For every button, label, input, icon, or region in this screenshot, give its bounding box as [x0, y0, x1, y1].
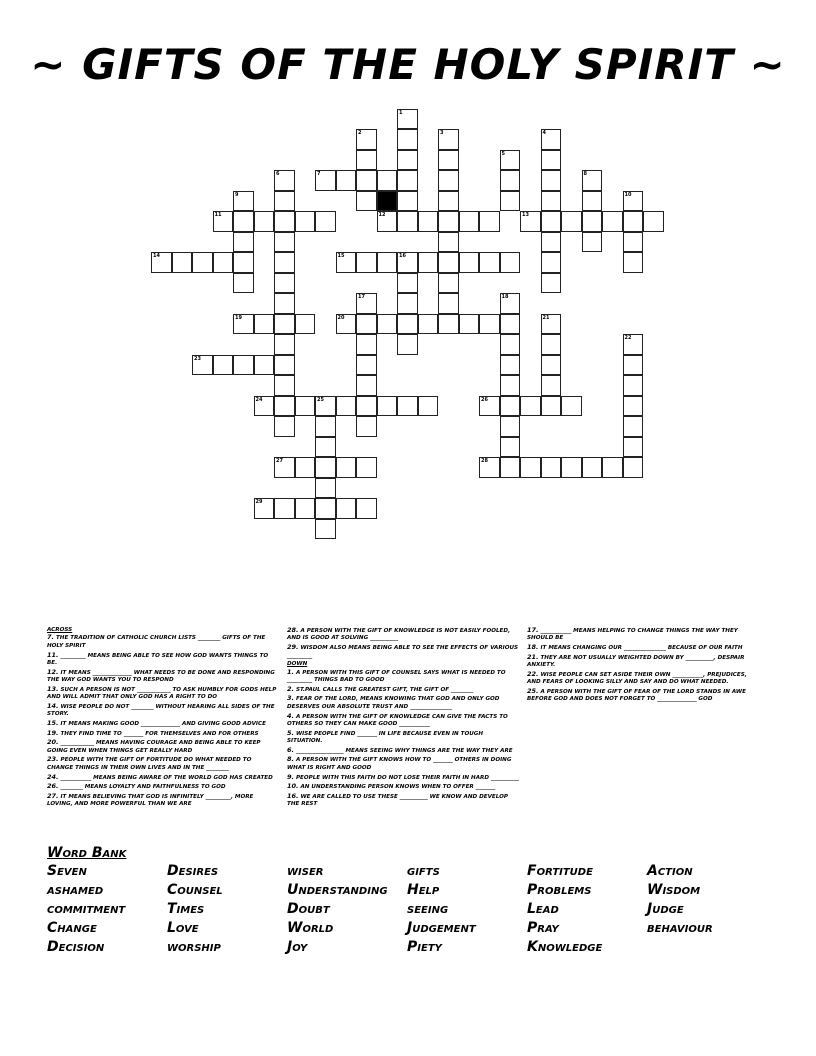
clue-text: PEOPLE WITH THIS FAITH DO NOT LOSE THEIR FAITH IN HARD __________ — [295, 774, 519, 781]
clue-number: 20 — [337, 314, 345, 321]
clue-label: 17. — [527, 626, 539, 634]
clue-label: 29. — [287, 643, 299, 652]
clue-number: 24 — [255, 396, 263, 403]
clue-text: WISE PEOPLE DO NOT ________ WITHOUT HEARING ALL SIDES OF THE STORY. — [47, 703, 275, 718]
clue-label: 13. — [47, 684, 59, 693]
grid-cell[interactable] — [397, 211, 418, 232]
clue-label: 11. — [47, 650, 59, 659]
grid-cell[interactable] — [561, 211, 582, 232]
grid-cell[interactable] — [274, 355, 295, 376]
grid-cell[interactable] — [295, 211, 316, 232]
grid-cell[interactable] — [500, 334, 521, 355]
grid-cell[interactable] — [541, 211, 562, 232]
word-bank-item: Lead — [527, 901, 559, 917]
grid-cell[interactable] — [520, 396, 541, 417]
grid-cell[interactable] — [541, 191, 562, 212]
grid-cell[interactable] — [315, 437, 336, 458]
clue-text: IT MEANS BELIEVING THAT GOD IS INFINITELY _________, MORE LOVING, AND MORE POWERFUL THAN WE ARE — [47, 793, 254, 808]
clue-number: 7 — [317, 171, 321, 177]
grid-cell[interactable] — [459, 252, 480, 273]
grid-cell[interactable] — [295, 457, 316, 478]
grid-cell[interactable] — [274, 314, 295, 335]
grid-cell[interactable] — [541, 396, 562, 417]
grid-cell[interactable] — [274, 416, 295, 437]
word-bank-item: Understanding — [287, 882, 388, 898]
clue-text: _________ MEANS BEING ABLE TO SEE HOW GOD WANTS THINGS TO BE. — [47, 652, 269, 666]
word-bank-item: Joy — [287, 939, 308, 955]
grid-cell[interactable] — [500, 457, 521, 478]
grid-cell[interactable] — [192, 252, 213, 273]
grid-cell[interactable] — [233, 232, 254, 253]
grid-cell[interactable] — [377, 396, 398, 417]
word-bank-item: Pray — [527, 920, 559, 936]
grid-cell[interactable] — [500, 396, 521, 417]
clue-number: 27 — [276, 458, 283, 464]
clue-text: THE TRADITION OF CATHOLIC CHURCH LISTS ________ GIFTS OF THE HOLY SPIRIT — [47, 635, 266, 649]
word-bank-item: Seven — [47, 863, 87, 879]
clue-number: 22 — [624, 335, 632, 341]
clue-text: A PERSON WITH THE GIFT KNOWS HOW TO _______ OTHERS IN DOING WHAT IS RIGHT AND GOOD — [287, 757, 512, 771]
grid-cell[interactable] — [315, 498, 336, 519]
down-clue — [527, 671, 759, 687]
grid-cell[interactable] — [315, 416, 336, 437]
grid-cell[interactable] — [500, 437, 521, 458]
clue-number: 3 — [440, 130, 444, 136]
across-clue — [47, 669, 279, 685]
clues-column-2 — [287, 627, 519, 810]
grid-cell[interactable] — [274, 293, 295, 314]
clue-text: AN UNDERSTANDING PERSON KNOWS WHEN TO OFFER _______ — [300, 784, 496, 791]
clue-label: 2. — [287, 684, 294, 693]
clue-text: THEY ARE NOT USUALLY WEIGHTED DOWN BY __________, DESPAIR ANXIETY. — [527, 654, 745, 669]
clue-text: IT MEANS CHANGING OUR _______________ BECAUSE OF OUR FAITH — [540, 645, 743, 652]
grid-cell[interactable] — [541, 273, 562, 294]
grid-cell[interactable] — [356, 457, 377, 478]
clue-text: A PERSON WITH THE GIFT OF KNOWLEDGE IS NOT EASILY FOOLED, AND IS GOOD AT SOLVING __________ — [287, 628, 511, 642]
clue-label: 15. — [47, 718, 59, 727]
grid-cell[interactable] — [315, 478, 336, 499]
clue-text: WE ARE CALLED TO USE THESE __________ WE KNOW AND DEVELOP THE REST — [287, 793, 508, 808]
clue-number: 12 — [378, 212, 386, 218]
word-bank-item: Love — [167, 920, 199, 936]
clue-number: 29 — [255, 499, 263, 505]
grid-cell[interactable] — [438, 252, 459, 273]
word-bank-item: World — [287, 920, 334, 936]
grid-cell[interactable] — [561, 396, 582, 417]
grid-cell[interactable] — [418, 314, 439, 335]
clue-label: 26. — [47, 782, 59, 791]
word-bank-item: Doubt — [287, 901, 330, 917]
grid-cell[interactable] — [397, 396, 418, 417]
grid-cell[interactable] — [438, 293, 459, 314]
clue-label: 22. — [527, 669, 539, 678]
down-clue — [527, 688, 759, 704]
grid-cell[interactable] — [356, 498, 377, 519]
word-bank-item: Knowledge — [527, 939, 603, 955]
word-bank-item: gifts — [407, 863, 440, 879]
grid-cell[interactable] — [623, 252, 644, 273]
across-clue — [47, 703, 279, 719]
grid-cell[interactable] — [356, 334, 377, 355]
grid-cell[interactable] — [438, 273, 459, 294]
clue-number: 28 — [481, 458, 488, 464]
clue-number: 23 — [194, 355, 201, 362]
grid-cell[interactable] — [356, 355, 377, 376]
clue-label: 3. — [287, 694, 294, 703]
down-clue — [527, 644, 759, 652]
grid-cell[interactable] — [623, 232, 644, 253]
word-bank-item: Times — [167, 901, 205, 917]
clue-label: 18. — [527, 643, 539, 652]
grid-cell[interactable] — [541, 170, 562, 191]
grid-cell[interactable] — [438, 191, 459, 212]
clue-label: 24. — [47, 772, 59, 781]
clue-number: 19 — [235, 314, 242, 321]
grid-cell[interactable] — [336, 396, 357, 417]
clue-label: 25. — [527, 687, 539, 696]
clue-text: SUCH A PERSON IS NOT ____________ TO ASK HUMBLY FOR GODS HELP AND WILL ADMIT THAT ONLY GOD HAS A RIGHT TO DO — [47, 686, 277, 701]
clue-label: 14. — [47, 701, 59, 710]
across-clue — [47, 652, 279, 668]
down-clue — [527, 654, 759, 670]
across-heading: ACROSS — [47, 627, 73, 633]
grid-cell[interactable] — [377, 252, 398, 273]
grid-cell[interactable] — [582, 191, 603, 212]
clues-column-3 — [527, 627, 759, 705]
grid-cell[interactable] — [397, 170, 418, 191]
grid-cell[interactable] — [233, 355, 254, 376]
grid-cell[interactable] — [233, 252, 254, 273]
grid-cell[interactable] — [541, 355, 562, 376]
grid-cell[interactable] — [295, 396, 316, 417]
clue-label: 9. — [287, 772, 294, 781]
grid-cell[interactable] — [274, 211, 295, 232]
clue-label: 6. — [287, 745, 294, 754]
grid-cell[interactable] — [459, 211, 480, 232]
clue-text: A PERSON WITH THE GIFT OF KNOWLEDGE CAN GIVE THE FACTS TO OTHERS SO THEY CAN MAKE GOOD ___________ — [287, 713, 508, 727]
word-bank-item: Desires — [167, 863, 219, 879]
clue-number: 16 — [399, 253, 406, 259]
word-bank-item: Change — [47, 920, 97, 936]
clue-number: 26 — [481, 396, 488, 403]
grid-cell[interactable] — [500, 355, 521, 376]
grid-cell[interactable] — [500, 252, 521, 273]
grid-cell[interactable] — [274, 273, 295, 294]
grid-cell[interactable] — [397, 334, 418, 355]
grid-cell[interactable] — [500, 170, 521, 191]
clue-label: 12. — [47, 667, 59, 676]
clue-text: PEOPLE WITH THE GIFT OF FORTITUDE DO WHAT NEEDED TO CHANGE THINGS IN THEIR OWN LIVES AND IN THE ________ — [47, 757, 252, 771]
word-bank-item: Wisdom — [647, 882, 701, 898]
across-clue — [47, 730, 279, 738]
across-clue — [47, 783, 279, 791]
across-clue — [287, 644, 519, 660]
clue-label: 23. — [47, 755, 59, 764]
clue-label: 16. — [287, 791, 299, 800]
grid-cell[interactable] — [254, 211, 275, 232]
clue-text: WISDOM ALSO MEANS BEING ABLE TO SEE THE EFFECTS OF VARIOUS _________ — [287, 645, 519, 659]
word-bank-item: ashamed — [47, 882, 104, 898]
grid-cell[interactable] — [520, 457, 541, 478]
grid-cell[interactable] — [500, 416, 521, 437]
clue-number: 10 — [624, 191, 632, 198]
clue-number: 11 — [214, 212, 222, 218]
word-bank-item: wiser — [287, 863, 324, 879]
clue-number: 1 — [399, 109, 403, 116]
across-clue — [287, 627, 519, 643]
down-heading: DOWN — [287, 661, 308, 668]
clue-number: 15 — [337, 253, 345, 259]
grid-cell[interactable] — [356, 416, 377, 437]
down-clue — [287, 747, 519, 755]
grid-cell[interactable] — [438, 150, 459, 171]
grid-cell[interactable] — [479, 252, 500, 273]
word-bank-item: Problems — [527, 882, 592, 898]
clue-text: _________________ MEANS SEEING WHY THINGS ARE THE WAY THEY ARE — [295, 747, 513, 754]
across-clue — [47, 756, 279, 772]
grid-cell[interactable] — [623, 211, 644, 232]
grid-cell[interactable] — [623, 355, 644, 376]
grid-cell[interactable] — [582, 211, 603, 232]
clue-text: A PERSON WITH THE GIFT OF FEAR OF THE LORD STANDS IN AWE BEFORE GOD AND DOES NOT FORGET TO ______________ GOD — [527, 689, 746, 703]
grid-cell[interactable] — [623, 416, 644, 437]
word-bank-item: worship — [167, 939, 221, 955]
down-clue — [527, 627, 759, 643]
grid-cell[interactable] — [602, 211, 623, 232]
grid-cell[interactable] — [623, 375, 644, 396]
clue-label: 27. — [47, 791, 59, 800]
grid-cell[interactable] — [438, 211, 459, 232]
clue-text: ST.PAUL CALLS THE GREATEST GIFT, THE GIFT OF ________ — [295, 686, 474, 693]
grid-cell[interactable] — [315, 519, 336, 540]
grid-cell[interactable] — [500, 375, 521, 396]
clue-label: 21. — [527, 652, 539, 661]
grid-cell[interactable] — [397, 191, 418, 212]
grid-cell[interactable] — [623, 457, 644, 478]
clue-label: 10. — [287, 782, 299, 791]
grid-cell[interactable] — [459, 314, 480, 335]
grid-cell[interactable] — [274, 232, 295, 253]
word-bank-item: Fortitude — [527, 863, 593, 879]
grid-cell[interactable] — [356, 375, 377, 396]
grid-cell[interactable] — [336, 457, 357, 478]
grid-cell[interactable] — [295, 314, 316, 335]
clue-text: THEY FIND TIME TO _______ FOR THEMSELVES AND FOR OTHERS — [60, 730, 259, 737]
clue-text: ___________ MEANS BEING AWARE OF THE WORLD GOD HAS CREATED — [60, 774, 273, 781]
down-clue — [287, 695, 519, 711]
clue-text: FEAR OF THE LORD, MEANS KNOWING THAT GOD AND ONLY GOD DESERVES OUR ABSOLUTE TRUST AND _______________ — [287, 696, 500, 710]
grid-cell[interactable] — [418, 252, 439, 273]
word-bank-item: seeing — [407, 901, 449, 917]
across-clue — [47, 774, 279, 782]
grid-cell[interactable] — [418, 396, 439, 417]
grid-cell[interactable] — [213, 355, 234, 376]
grid-cell[interactable] — [541, 232, 562, 253]
word-bank-item: Piety — [407, 939, 442, 955]
clue-number: 14 — [153, 253, 160, 259]
clue-text: IT MEANS MAKING GOOD ______________ AND GIVING GOOD ADVICE — [60, 720, 266, 727]
word-bank-item: commitment — [47, 901, 126, 917]
grid-cell[interactable] — [356, 191, 377, 212]
across-clue — [47, 739, 279, 755]
clue-number: 9 — [235, 191, 239, 198]
clue-number: 8 — [583, 171, 587, 177]
grid-cell[interactable] — [541, 375, 562, 396]
clue-number: 13 — [522, 212, 529, 218]
down-clue — [287, 756, 519, 772]
grid-cell[interactable] — [295, 498, 316, 519]
grid-cell[interactable] — [479, 211, 500, 232]
grid-cell[interactable] — [377, 170, 398, 191]
grid-cell[interactable] — [541, 252, 562, 273]
grid-cell[interactable] — [356, 396, 377, 417]
clue-number: 17 — [358, 294, 365, 300]
grid-cell[interactable] — [274, 375, 295, 396]
grid-cell[interactable] — [377, 314, 398, 335]
across-clue — [47, 686, 279, 702]
word-bank-item: Judge — [647, 901, 684, 917]
grid-cell[interactable] — [561, 457, 582, 478]
word-bank-item: behaviour — [647, 920, 713, 936]
clue-number: 4 — [542, 130, 546, 136]
clue-text: ____________ MEANS HAVING COURAGE AND BEING ABLE TO KEEP GOING EVEN WHEN THINGS GET REALLY HARD — [47, 740, 261, 754]
grid-cell[interactable] — [541, 334, 562, 355]
down-clue — [287, 713, 519, 729]
clue-number: 25 — [317, 396, 324, 403]
clue-number: 5 — [501, 150, 505, 157]
grid-cell[interactable] — [315, 457, 336, 478]
grid-cell[interactable] — [623, 437, 644, 458]
clue-number: 6 — [276, 171, 280, 177]
grid-cell[interactable] — [356, 170, 377, 191]
clue-number: 21 — [542, 314, 550, 321]
word-bank-item: Counsel — [167, 882, 223, 898]
across-clue — [47, 720, 279, 728]
grid-cell[interactable] — [274, 498, 295, 519]
clue-text: ___________ MEANS HELPING TO CHANGE THINGS THE WAY THEY SHOULD BE — [527, 628, 738, 642]
grid-cell[interactable] — [479, 314, 500, 335]
grid-cell[interactable] — [254, 355, 275, 376]
grid-cell[interactable] — [397, 129, 418, 150]
word-bank-item: Help — [407, 882, 440, 898]
grid-cell[interactable] — [356, 314, 377, 335]
grid-cell[interactable] — [315, 211, 336, 232]
across-clue — [47, 634, 279, 650]
grid-cell[interactable] — [397, 314, 418, 335]
clue-text: WISE PEOPLE CAN SET ASIDE THEIR OWN ___________, PREJUDICES, AND FEARS OF LOOKING SILLY AND SAY AND DO WHAT NEEDED. — [527, 671, 747, 686]
grid-cell[interactable] — [274, 334, 295, 355]
down-clue — [287, 730, 519, 746]
clues-column-1 — [47, 627, 279, 810]
clue-number: 2 — [358, 130, 362, 136]
down-clue — [287, 774, 519, 782]
clue-label: 28. — [287, 626, 299, 634]
clue-number: 18 — [501, 294, 509, 300]
word-bank-item: Decision — [47, 939, 105, 955]
grid-cell[interactable] — [582, 457, 603, 478]
grid-cell[interactable] — [356, 150, 377, 171]
page-title: ~ GIFTS OF THE HOLY SPIRIT ~ — [30, 40, 786, 89]
clue-text: WISE PEOPLE FIND _______ IN LIFE BECAUSE EVEN IN TOUGH SITUATION. — [287, 730, 484, 745]
grid-cell[interactable] — [274, 396, 295, 417]
across-clue — [47, 793, 279, 809]
down-clue — [287, 783, 519, 791]
down-clue — [287, 793, 519, 809]
grid-cell[interactable] — [438, 232, 459, 253]
grid-cell[interactable] — [254, 314, 275, 335]
grid-cell[interactable] — [418, 211, 439, 232]
grid-cell[interactable] — [336, 498, 357, 519]
grid-cell[interactable] — [541, 457, 562, 478]
clue-text: IT MEANS ______________ WHAT NEEDS TO BE DONE AND RESPONDING THE WAY GOD WANTS YOU TO RESPOND — [47, 669, 275, 684]
grid-cell[interactable] — [274, 191, 295, 212]
grid-cell[interactable] — [274, 252, 295, 273]
down-clue — [287, 669, 519, 685]
grid-cell[interactable] — [397, 150, 418, 171]
clue-text: ________ MEANS LOYALTY AND FAITHFULNESS TO GOD — [60, 784, 226, 791]
grid-cell[interactable] — [213, 252, 234, 273]
clue-label: 5. — [287, 728, 294, 737]
word-bank-item: Action — [647, 863, 693, 879]
clue-label: 8. — [287, 755, 294, 764]
grid-cell[interactable] — [500, 191, 521, 212]
grid-cell[interactable] — [623, 396, 644, 417]
down-clue — [287, 686, 519, 694]
clue-label: 7. — [47, 633, 54, 642]
grid-cell[interactable] — [602, 457, 623, 478]
grid-cell[interactable] — [397, 273, 418, 294]
grid-cell[interactable] — [172, 252, 193, 273]
grid-cell[interactable] — [356, 252, 377, 273]
grid-cell[interactable] — [500, 314, 521, 335]
black-cell — [377, 191, 398, 212]
grid-cell[interactable] — [541, 150, 562, 171]
grid-cell[interactable] — [643, 211, 664, 232]
grid-cell[interactable] — [438, 170, 459, 191]
grid-cell[interactable] — [397, 293, 418, 314]
word-bank-title: Word Bank — [47, 845, 127, 861]
word-bank-item: Judgement — [407, 920, 476, 936]
clue-label: 19. — [47, 728, 59, 737]
grid-cell[interactable] — [233, 273, 254, 294]
clue-label: 4. — [287, 711, 294, 720]
clue-text: A PERSON WITH THIS GIFT OF COUNSEL SAYS WHAT IS NEEDED TO _________ THINGS BAD TO GOOD — [287, 669, 506, 684]
clue-label: 1. — [287, 667, 294, 676]
clue-label: 20. — [47, 738, 59, 747]
grid-cell[interactable] — [438, 314, 459, 335]
grid-cell[interactable] — [233, 211, 254, 232]
grid-cell[interactable] — [336, 170, 357, 191]
grid-cell[interactable] — [582, 232, 603, 253]
